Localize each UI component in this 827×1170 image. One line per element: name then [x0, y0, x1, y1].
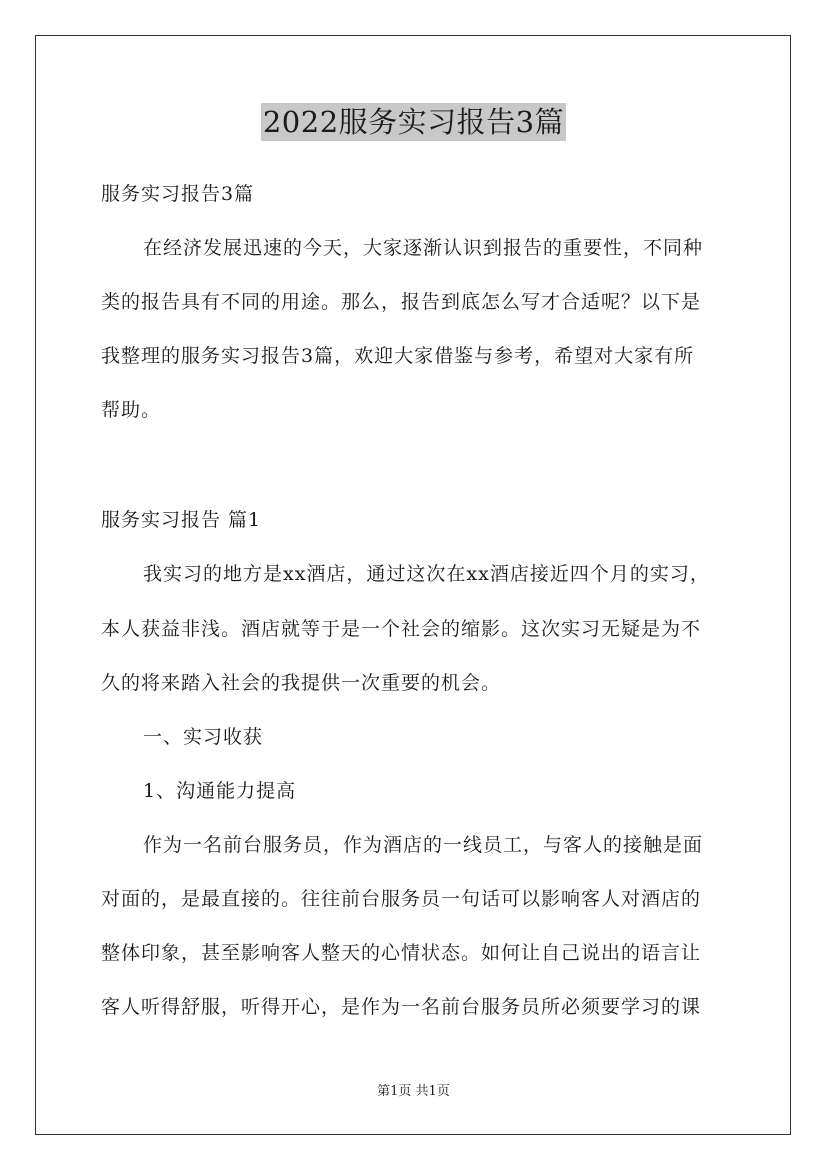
subheading-line: 1、沟通能力提高	[143, 780, 297, 802]
paragraph-line: 在经济发展迅速的今天，大家逐渐认识到报告的重要性，不同种	[143, 237, 704, 259]
paragraph-line: 本人获益非浅。酒店就等于是一个社会的缩影。这次实习无疑是为不	[101, 618, 702, 640]
paragraph-line: 我实习的地方是xx酒店，通过这次在xx酒店接近四个月的实习，	[143, 563, 710, 585]
paragraph-line: 客人听得舒服，听得开心，是作为一名前台服务员所必须要学习的课	[101, 996, 702, 1018]
paragraph-line: 整体印象，甚至影响客人整天的心情状态。如何让自己说出的语言让	[101, 942, 702, 964]
page-number-footer: 第1页 共1页	[377, 1084, 450, 1099]
title-container	[0, 103, 827, 141]
subheading-line: 一、实习收获	[143, 726, 264, 748]
paragraph-line: 对面的，是最直接的。往往前台服务员一句话可以影响客人对酒店的	[101, 888, 702, 910]
paragraph-line: 我整理的服务实习报告3篇，欢迎大家借鉴与参考，希望对大家有所	[101, 345, 695, 367]
subtitle-line: 服务实习报告3篇	[101, 183, 255, 205]
paragraph-line: 帮助。	[101, 399, 162, 421]
paragraph-line: 作为一名前台服务员，作为酒店的一线员工，与客人的接触是面	[143, 834, 704, 856]
paragraph-line: 类的报告具有不同的用途。那么，报告到底怎么写才合适呢？以下是	[101, 291, 702, 313]
section-heading: 服务实习报告 篇1	[101, 509, 262, 531]
paragraph-line: 久的将来踏入社会的我提供一次重要的机会。	[101, 672, 502, 694]
document-title: 2022服务实习报告3篇	[262, 105, 565, 139]
